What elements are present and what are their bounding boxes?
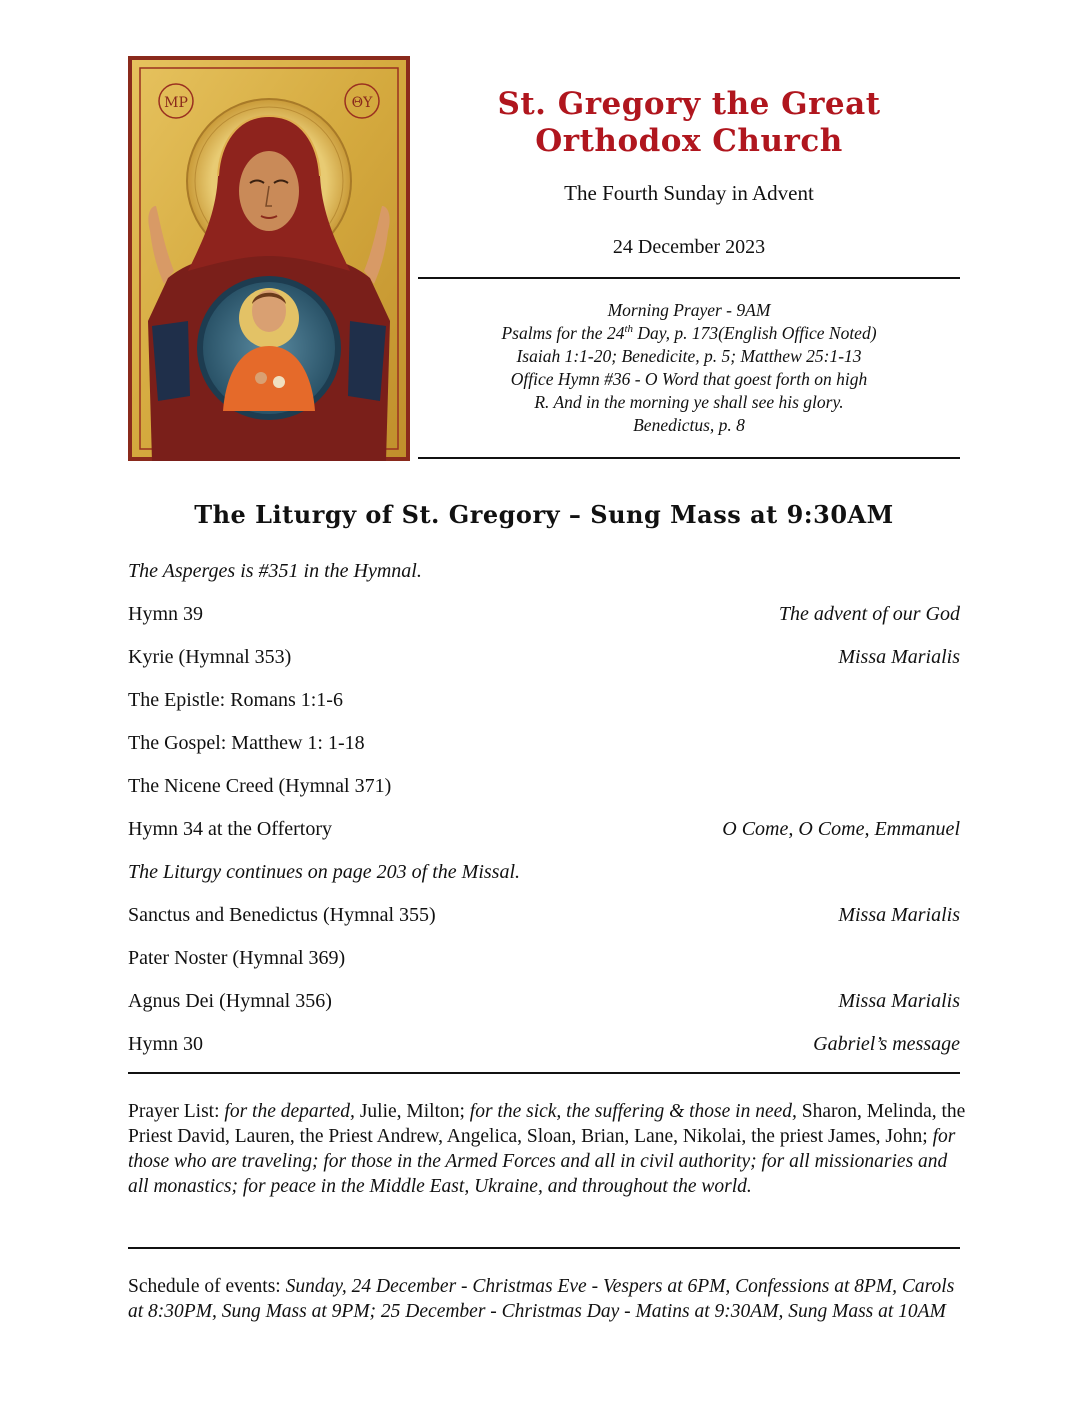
liturgy-item-music: O Come, O Come, Emmanuel xyxy=(722,818,960,840)
missal-note: The Liturgy continues on page 203 of the Missal. xyxy=(128,861,521,883)
liturgy-item-music: The advent of our God xyxy=(778,603,960,625)
prayer-list-intentions: for those who are traveling; for those in the Armed Forces and all in civil authority; for all missionaries and all monastics; for peace in the Middle East, Ukraine, and throughout the world. xyxy=(128,1126,956,1197)
schedule-label: Schedule of events: xyxy=(128,1276,286,1297)
morning-prayer-psalms xyxy=(418,322,960,345)
morning-prayer-time: Morning Prayer - 9AM xyxy=(607,300,771,320)
prayer-list-sick-names: Sharon, Melinda, the Priest David, Lauren, the Priest Andrew, Angelica, Sloan, Brian, Lane, Nikolai, the priest James, John; xyxy=(128,1101,966,1147)
morning-prayer-response: R. And in the morning ye shall see his glory. xyxy=(534,392,844,412)
prayer-list xyxy=(128,1099,968,1199)
liturgy-item-label: Hymn 39 xyxy=(128,603,203,625)
icon-monogram-mp: ΜΡ xyxy=(164,95,188,111)
prayer-list-label: Prayer List: xyxy=(128,1101,225,1122)
sunday-title: The Fourth Sunday in Advent xyxy=(564,181,814,205)
liturgy-item-label: Sanctus and Benedictus (Hymnal 355) xyxy=(128,904,436,926)
liturgy-item-label: Hymn 34 at the Offertory xyxy=(128,818,333,840)
psalms-text: Psalms for the 24 xyxy=(501,323,625,343)
church-title xyxy=(418,86,960,160)
psalms-superscript: th xyxy=(624,323,634,336)
liturgy-item-label: Hymn 30 xyxy=(128,1033,203,1055)
psalms-text-cont: Day, p. 173(English Office Noted) xyxy=(633,323,877,343)
icon-monogram-thy: ΘΥ xyxy=(351,95,373,111)
liturgy-item-label: Agnus Dei (Hymnal 356) xyxy=(128,990,332,1012)
liturgy-item-label: The Gospel: Matthew 1: 1-18 xyxy=(128,732,365,754)
liturgy-title: The Liturgy of St. Gregory – Sung Mass at 9:30AM xyxy=(194,500,894,529)
church-title-line1: St. Gregory the Great xyxy=(497,86,881,122)
divider-liturgy xyxy=(128,1072,960,1074)
liturgy-item-music: Missa Marialis xyxy=(838,646,960,668)
morning-prayer-benedictus: Benedictus, p. 8 xyxy=(633,415,745,435)
liturgy-item-music: Missa Marialis xyxy=(838,904,960,926)
schedule-text: Sunday, 24 December - Christmas Eve - Vespers at 6PM, Confessions at 8PM, Carols at 8:30PM, Sung Mass at 9PM; 25 December - Christmas Day - Matins at 9:30AM, Sung Mass at 10AM xyxy=(128,1276,955,1322)
liturgy-item-music: Gabriel’s message xyxy=(813,1033,960,1055)
liturgy-item-label: The Nicene Creed (Hymnal 371) xyxy=(128,775,392,797)
morning-prayer-hymn: Office Hymn #36 - O Word that goest forth on high xyxy=(510,369,868,389)
asperges-note: The Asperges is #351 in the Hymnal. xyxy=(128,560,422,582)
prayer-list-departed-label: for the departed, xyxy=(224,1101,355,1122)
liturgy-item-label: The Epistle: Romans 1:1-6 xyxy=(128,689,343,711)
service-date: 24 December 2023 xyxy=(612,236,766,258)
schedule-of-events xyxy=(128,1274,968,1324)
divider-prayer-list xyxy=(128,1247,960,1249)
prayer-list-sick-label: for the sick, the suffering & those in need, xyxy=(469,1101,797,1122)
prayer-list-departed-names: Julie, Milton; xyxy=(354,1101,470,1122)
liturgy-item-label: Kyrie (Hymnal 353) xyxy=(128,646,292,668)
morning-prayer-readings: Isaiah 1:1-20; Benedicite, p. 5; Matthew 25:1-13 xyxy=(516,346,862,366)
divider-top xyxy=(418,277,960,279)
divider-prayer xyxy=(418,457,960,459)
liturgy-item-music: Missa Marialis xyxy=(838,990,960,1012)
morning-prayer-block xyxy=(418,299,960,437)
theotokos-icon-image xyxy=(128,56,410,461)
liturgy-item-label: Pater Noster (Hymnal 369) xyxy=(128,947,346,969)
church-title-line2: Orthodox Church xyxy=(535,123,843,159)
